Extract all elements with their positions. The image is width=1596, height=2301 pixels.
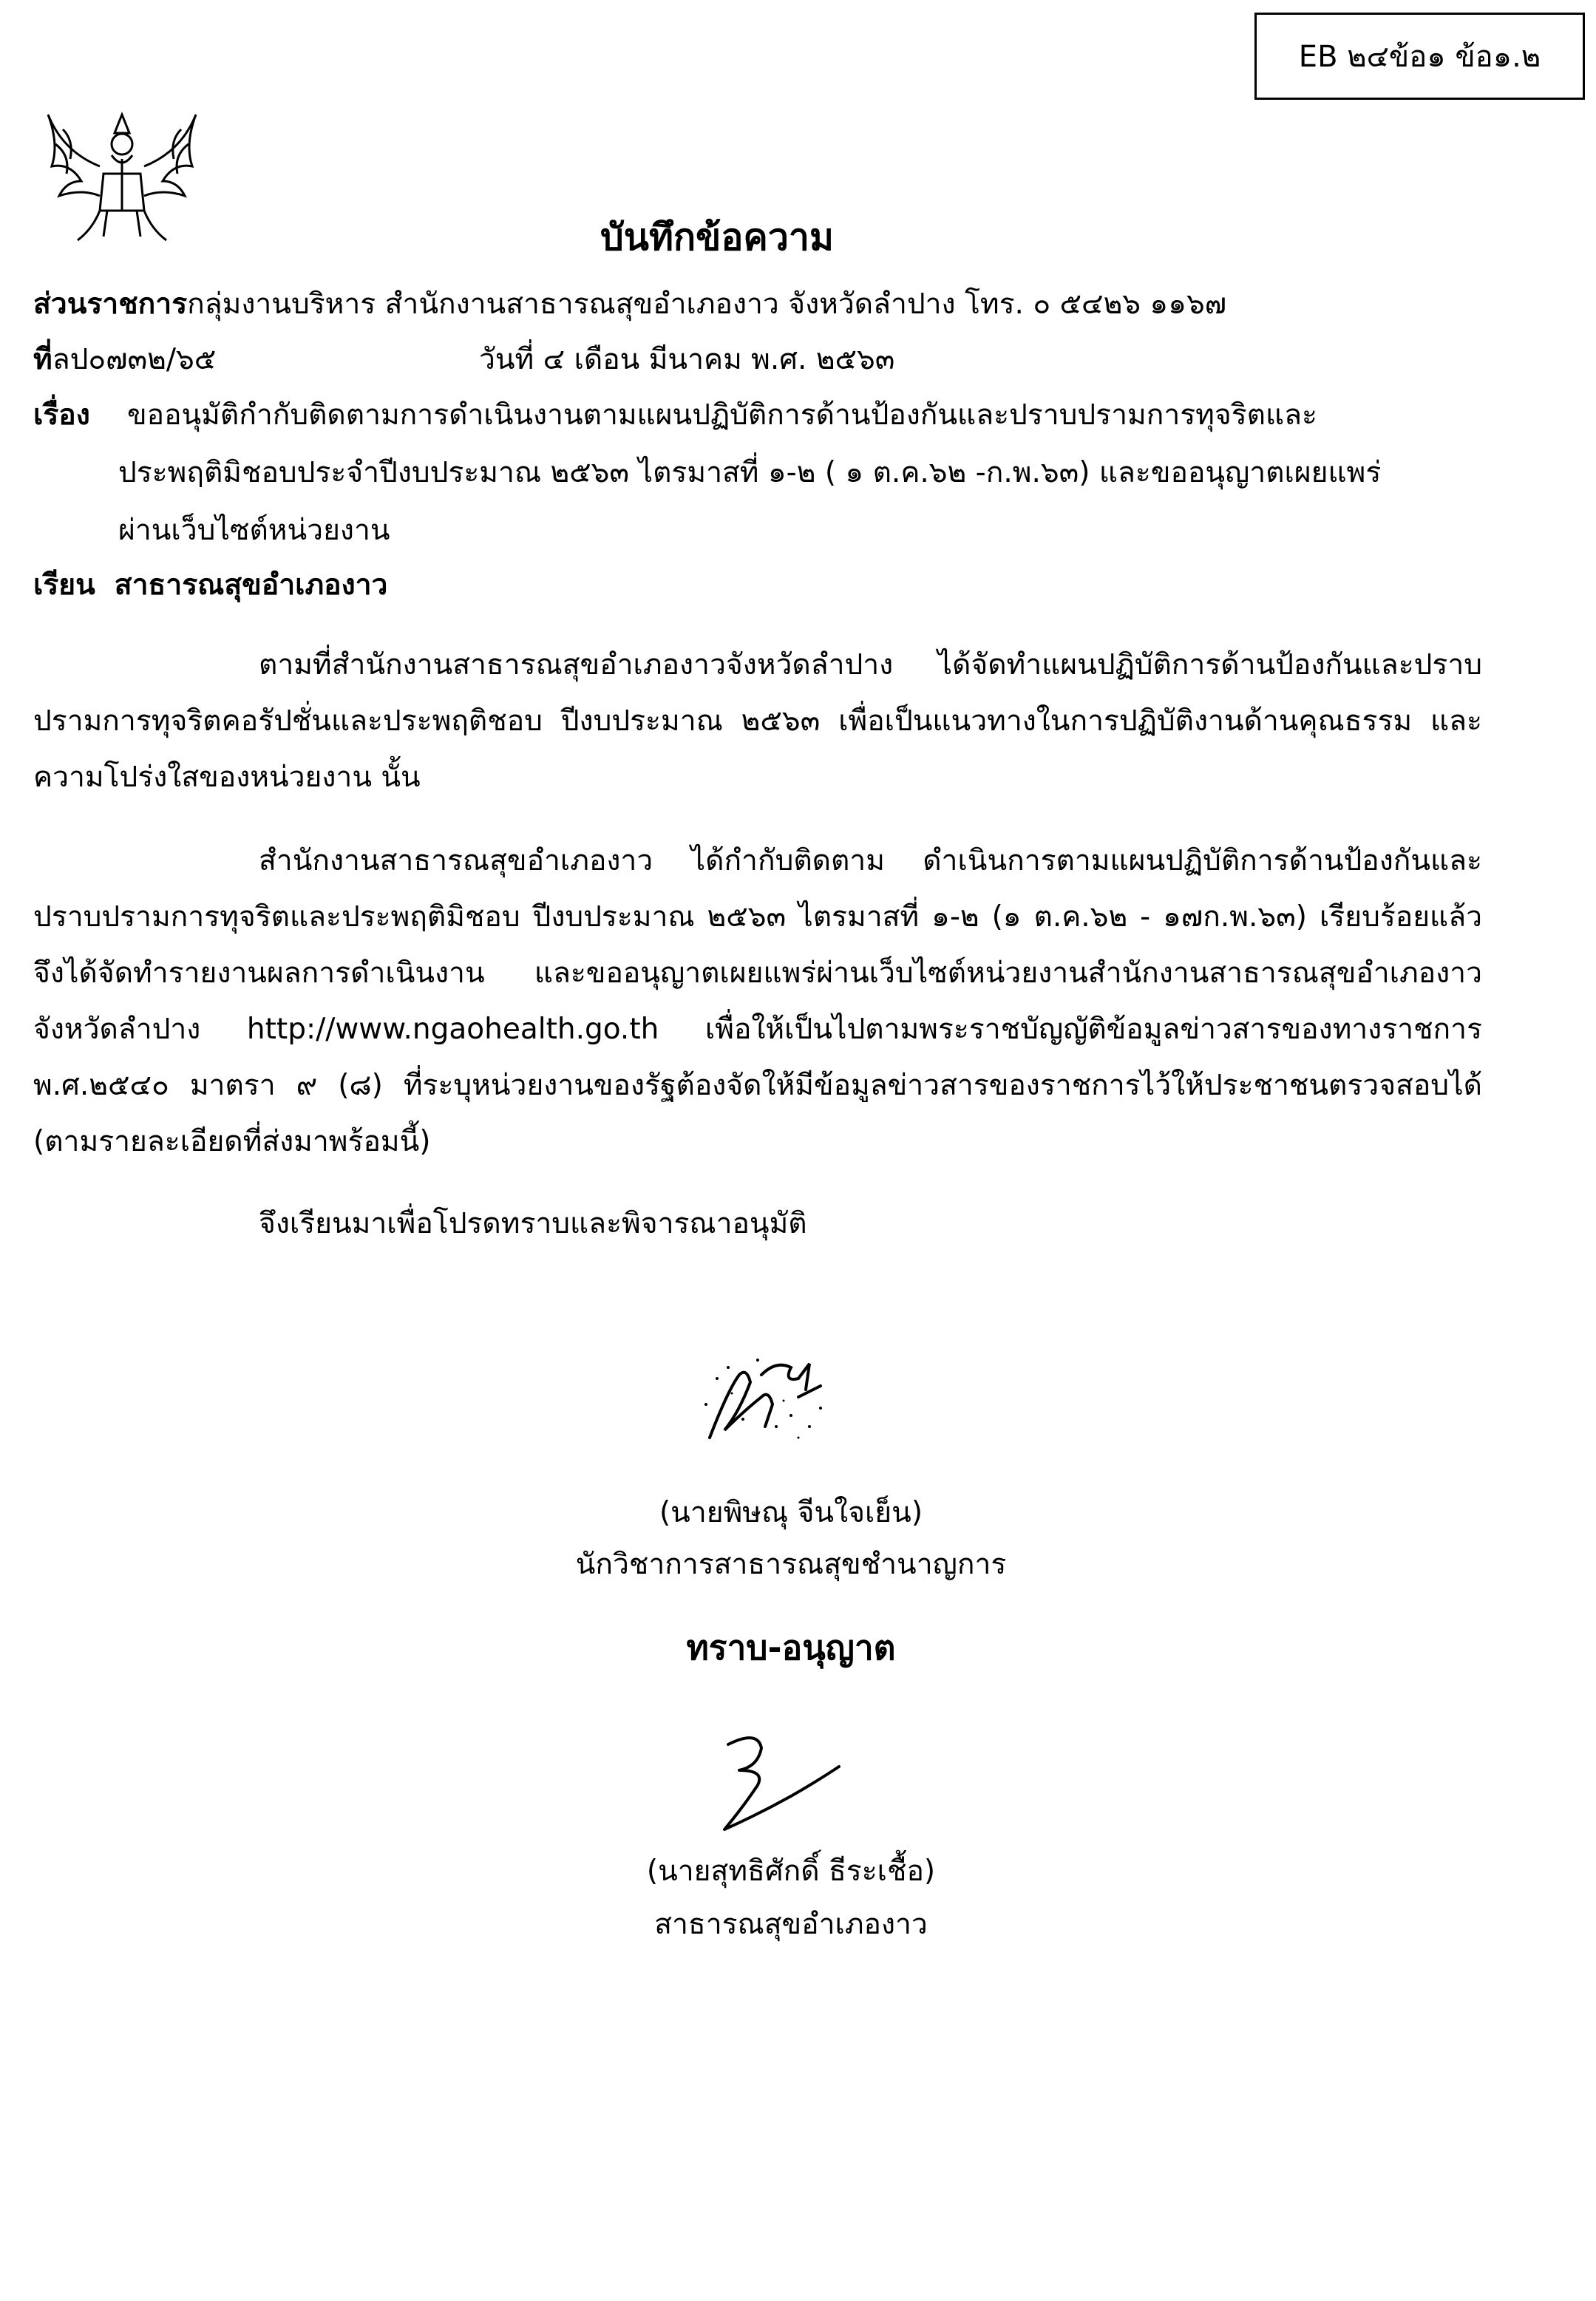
signatory-2-name: (นายสุทธิศักดิ์ ธีระเชื้อ) (646, 1855, 936, 1888)
subject-line-1: ขออนุมัติกำกับติดตามการดำเนินงานตามแผนปฏิบัติการด้านป้องกันและปราบปรามการทุจริตและ (127, 398, 1317, 432)
signatory-1-position: นักวิชาการสาธารณสุขชำนาญการ (575, 1548, 1007, 1581)
ref-line (33, 336, 216, 382)
ref-value: ลป๐๗๓๒/๖๕ (52, 343, 217, 376)
ref-label: ที่ (33, 343, 52, 376)
to-value: สาธารณสุขอำเภองาว (114, 568, 388, 602)
agency-line (33, 281, 1226, 327)
body-paragraph-2: สำนักงานสาธารณสุขอำเภองาว ได้กำกับติดตาม ดำเนินการตามแผนปฏิบัติการด้านป้องกันและปราบปรามการทุจริตและประพฤติมิชอบ ปีงบประมาณ ๒๕๖๓ ไตรมาสที่ ๑-๒ (๑ ต.ค.๖๒ - ๑๗ก.พ.๖๓) เรียบร้อยแล้ว จึงได้จัดทำรายงานผลการดำเนินงาน และขออนุญาตเผยแพร่ผ่านเว็บไซต์หน่วยงานสำนักงานสาธารณสุขอำเภองาว จังหวัดลำปาง http://www.ngaohealth.go.th เพื่อให้เป็นไปตามพระราชบัญญัติข้อมูลข่าวสารของทางราชการ พ.ศ.๒๕๔๐ มาตรา ๙ (๘) ที่ระบุหน่วยงานของรัฐต้องจัดให้มีข้อมูลข่าวสารของราชการไว้ให้ประชาชนตรวจสอบได้ (ตามรายละเอียดที่ส่งมาพร้อมนี้) (33, 844, 1482, 1158)
body-paragraph-3: จึงเรียนมาเพื่อโปรดทราบและพิจารณาอนุมัติ (259, 1207, 807, 1240)
agency-value: กลุ่มงานบริหาร สำนักงานสาธารณสุขอำเภองาว จังหวัดลำปาง โทร. ๐ ๕๔๒๖ ๑๑๖๗ (187, 288, 1227, 321)
to-line (33, 562, 387, 608)
signatory-1-name: (นายพิษณุ จีนใจเย็น) (659, 1496, 923, 1529)
subject-label: เรื่อง (33, 398, 90, 432)
to-label: เรียน (33, 568, 95, 602)
reference-code: EB ๒๔ข้อ๑ ข้อ๑.๒ (1298, 40, 1541, 74)
agency-label: ส่วนราชการ (33, 288, 188, 321)
subject-line-2: ประพฤติมิชอบประจำปีงบประมาณ ๒๕๖๓ ไตรมาสที่ ๑-๒ ( ๑ ต.ค.๖๒ -ก.พ.๖๓) และขออนุญาตเผยแพร่ (118, 456, 1382, 489)
approval-text: ทราบ-อนุญาต (686, 1628, 896, 1668)
signature-2-image (706, 1726, 846, 1844)
date-value: วันที่ ๔ เดือน มีนาคม พ.ศ. ๒๕๖๓ (479, 343, 895, 376)
signatory-2-position: สาธารณสุขอำเภองาว (654, 1908, 928, 1941)
signature-1-image (687, 1345, 835, 1456)
subject-line-3: ผ่านเว็บไซต์หน่วยงาน (118, 514, 390, 547)
page-title: บันทึกข้อความ (600, 216, 834, 259)
body-paragraph-1: ตามที่สำนักงานสาธารณสุขอำเภองาวจังหวัดลำปาง ได้จัดทำแผนปฏิบัติการด้านป้องกันและปราบปรามการทุจริตคอรัปชั่นและประพฤติชอบ ปีงบประมาณ ๒๕๖๓ เพื่อเป็นแนวทางในการปฏิบัติงานด้านคุณธรรม และความโปร่งใสของหน่วยงาน นั้น (33, 648, 1482, 794)
reference-box (1254, 13, 1585, 100)
